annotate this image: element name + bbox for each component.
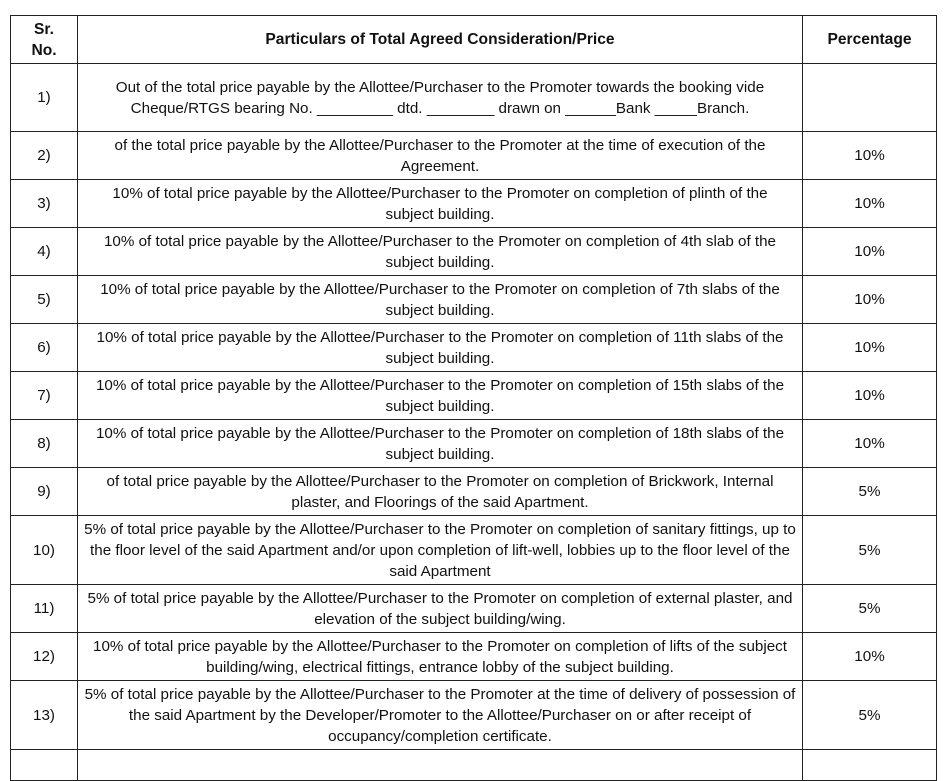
cell-sr: 5) <box>11 276 78 324</box>
cell-percentage: 10% <box>803 372 937 420</box>
table-row <box>11 468 937 516</box>
table-row-empty <box>11 750 937 781</box>
payment-schedule-table <box>10 15 937 781</box>
cell-particulars: 10% of total price payable by the Allottee/Purchaser to the Promoter on completion of 4th slab of the subject building. <box>78 228 803 276</box>
cell-percentage: 10% <box>803 324 937 372</box>
table-row <box>11 372 937 420</box>
cell-particulars: of the total price payable by the Allottee/Purchaser to the Promoter at the time of execution of the Agreement. <box>78 132 803 180</box>
cell-particulars: Out of the total price payable by the Allottee/Purchaser to the Promoter towards the booking vide Cheque/RTGS bearing No. _________ dtd. ________ drawn on ______Bank _____Branch. <box>78 64 803 132</box>
cell-particulars: of total price payable by the Allottee/Purchaser to the Promoter on completion of Brickwork, Internal plaster, and Floorings of the said Apartment. <box>78 468 803 516</box>
cell-sr: 2) <box>11 132 78 180</box>
cell-particulars: 10% of total price payable by the Allottee/Purchaser to the Promoter on completion of 11th slabs of the subject building. <box>78 324 803 372</box>
cell-particulars: 10% of total price payable by the Allottee/Purchaser to the Promoter on completion of 18th slabs of the subject building. <box>78 420 803 468</box>
table-row <box>11 228 937 276</box>
cell-percentage: 5% <box>803 468 937 516</box>
table-row <box>11 276 937 324</box>
header-percentage: Percentage <box>803 16 937 64</box>
cell-particulars-empty <box>78 750 803 781</box>
header-row <box>11 16 937 64</box>
table-row <box>11 420 937 468</box>
cell-particulars: 10% of total price payable by the Allottee/Purchaser to the Promoter on completion of lifts of the subject building/wing, electrical fittings, entrance lobby of the subject building. <box>78 633 803 681</box>
table-row <box>11 132 937 180</box>
cell-sr: 9) <box>11 468 78 516</box>
table-row <box>11 681 937 750</box>
cell-percentage: 10% <box>803 228 937 276</box>
cell-percentage: 10% <box>803 633 937 681</box>
cell-particulars: 10% of total price payable by the Allottee/Purchaser to the Promoter on completion of 15th slabs of the subject building. <box>78 372 803 420</box>
cell-particulars: 10% of total price payable by the Allottee/Purchaser to the Promoter on completion of 7th slabs of the subject building. <box>78 276 803 324</box>
cell-sr: 3) <box>11 180 78 228</box>
header-particulars: Particulars of Total Agreed Consideration/Price <box>78 16 803 64</box>
cell-sr: 12) <box>11 633 78 681</box>
cell-percentage-empty <box>803 750 937 781</box>
header-sr-no <box>11 16 78 64</box>
cell-percentage <box>803 64 937 132</box>
cell-percentage: 5% <box>803 585 937 633</box>
table-header <box>11 16 937 64</box>
table-row <box>11 324 937 372</box>
cell-sr: 4) <box>11 228 78 276</box>
table-body <box>11 64 937 781</box>
cell-percentage: 5% <box>803 681 937 750</box>
cell-percentage: 10% <box>803 420 937 468</box>
cell-sr: 7) <box>11 372 78 420</box>
cell-percentage: 10% <box>803 180 937 228</box>
cell-percentage: 10% <box>803 132 937 180</box>
cell-sr: 1) <box>11 64 78 132</box>
cell-particulars: 5% of total price payable by the Allottee/Purchaser to the Promoter on completion of external plaster, and elevation of the subject building/wing. <box>78 585 803 633</box>
header-sr-no-text: Sr. No. <box>31 20 57 59</box>
cell-percentage: 5% <box>803 516 937 585</box>
cell-sr: 8) <box>11 420 78 468</box>
table-row <box>11 180 937 228</box>
table-row <box>11 633 937 681</box>
cell-sr: 11) <box>11 585 78 633</box>
table-row <box>11 585 937 633</box>
cell-particulars: 10% of total price payable by the Allottee/Purchaser to the Promoter on completion of plinth of the subject building. <box>78 180 803 228</box>
cell-sr-empty <box>11 750 78 781</box>
table-row <box>11 516 937 585</box>
cell-particulars: 5% of total price payable by the Allottee/Purchaser to the Promoter at the time of delivery of possession of the said Apartment by the Developer/Promoter to the Allottee/Purchaser on or after receipt of occupancy/completion certificate. <box>78 681 803 750</box>
cell-sr: 10) <box>11 516 78 585</box>
cell-sr: 6) <box>11 324 78 372</box>
cell-particulars: 5% of total price payable by the Allottee/Purchaser to the Promoter on completion of sanitary fittings, up to the floor level of the said Apartment and/or upon completion of lift-well, lobbies up to the floor level of the said Apartment <box>78 516 803 585</box>
cell-percentage: 10% <box>803 276 937 324</box>
cell-sr: 13) <box>11 681 78 750</box>
table-row <box>11 64 937 132</box>
